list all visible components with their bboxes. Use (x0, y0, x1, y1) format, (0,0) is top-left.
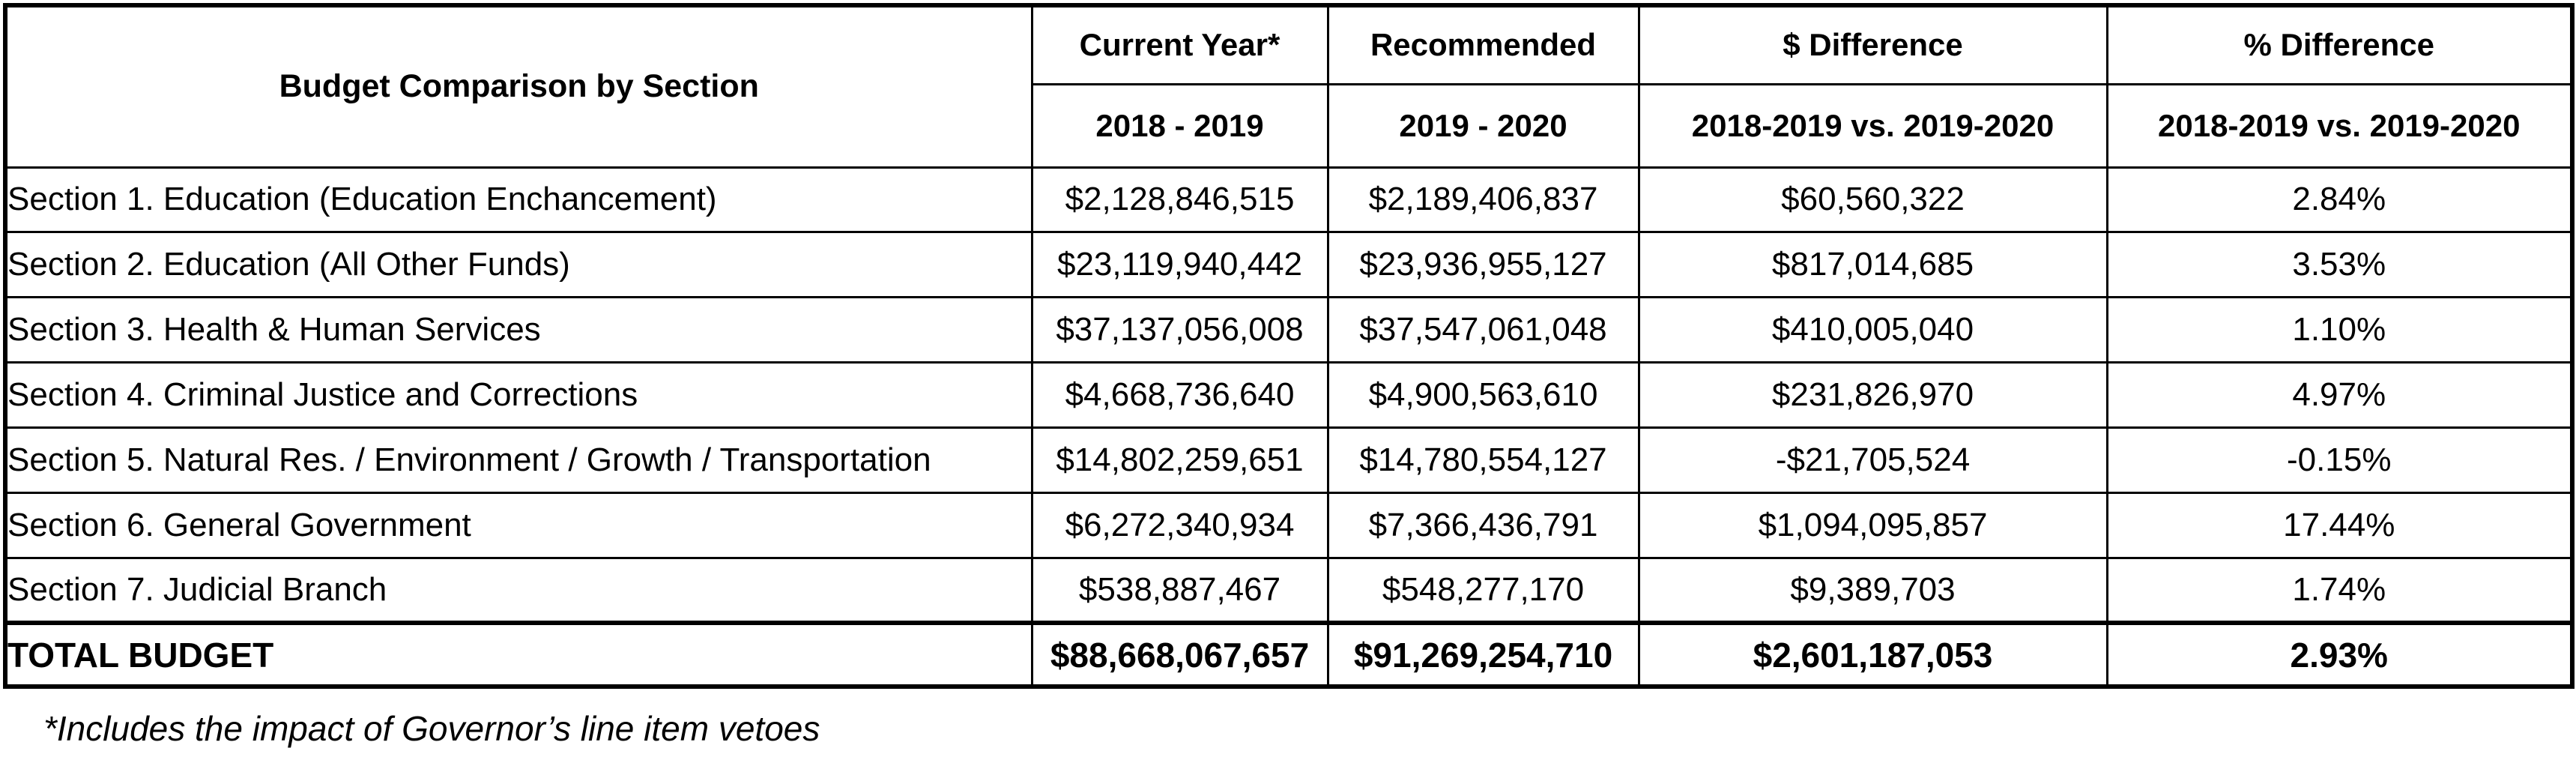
dollar-difference-value: -$21,705,524 (1639, 428, 2107, 493)
footnote: *Includes the impact of Governor’s line item vetoes (43, 709, 820, 748)
table-title: Budget Comparison by Section (5, 5, 1032, 167)
col-subheader-dollar-difference: 2018-2019 vs. 2019-2020 (1639, 84, 2107, 167)
percent-difference-value: 2.84% (2107, 167, 2572, 232)
table-row (5, 232, 2572, 298)
recommended-value: $7,366,436,791 (1328, 492, 1639, 558)
section-label: Section 4. Criminal Justice and Corrections (5, 363, 1032, 428)
current-year-value: $2,128,846,515 (1032, 167, 1328, 232)
table-row (5, 558, 2572, 623)
col-subheader-current-year: 2018 - 2019 (1032, 84, 1328, 167)
header-row-top (5, 5, 2572, 84)
col-header-recommended: Recommended (1328, 5, 1639, 84)
percent-difference-value: 4.97% (2107, 363, 2572, 428)
dollar-difference-value: $231,826,970 (1639, 363, 2107, 428)
percent-difference-value: 1.10% (2107, 298, 2572, 363)
total-percent-difference-value: 2.93% (2107, 623, 2572, 687)
current-year-value: $4,668,736,640 (1032, 363, 1328, 428)
recommended-value: $4,900,563,610 (1328, 363, 1639, 428)
dollar-difference-value: $410,005,040 (1639, 298, 2107, 363)
recommended-value: $37,547,061,048 (1328, 298, 1639, 363)
col-subheader-recommended: 2019 - 2020 (1328, 84, 1639, 167)
table-row (5, 428, 2572, 493)
section-label: Section 3. Health & Human Services (5, 298, 1032, 363)
current-year-value: $23,119,940,442 (1032, 232, 1328, 298)
budget-comparison-table (3, 3, 2575, 689)
dollar-difference-value: $1,094,095,857 (1639, 492, 2107, 558)
table-row (5, 167, 2572, 232)
percent-difference-value: 1.74% (2107, 558, 2572, 623)
total-recommended-value: $91,269,254,710 (1328, 623, 1639, 687)
table-row (5, 298, 2572, 363)
recommended-value: $548,277,170 (1328, 558, 1639, 623)
recommended-value: $2,189,406,837 (1328, 167, 1639, 232)
recommended-value: $23,936,955,127 (1328, 232, 1639, 298)
table-row (5, 492, 2572, 558)
percent-difference-value: -0.15% (2107, 428, 2572, 493)
total-row (5, 623, 2572, 687)
percent-difference-value: 17.44% (2107, 492, 2572, 558)
recommended-value: $14,780,554,127 (1328, 428, 1639, 493)
section-label: Section 1. Education (Education Enchancement) (5, 167, 1032, 232)
current-year-value: $37,137,056,008 (1032, 298, 1328, 363)
dollar-difference-value: $9,389,703 (1639, 558, 2107, 623)
section-label: Section 2. Education (All Other Funds) (5, 232, 1032, 298)
section-label: Section 7. Judicial Branch (5, 558, 1032, 623)
current-year-value: $14,802,259,651 (1032, 428, 1328, 493)
dollar-difference-value: $817,014,685 (1639, 232, 2107, 298)
current-year-value: $538,887,467 (1032, 558, 1328, 623)
total-dollar-difference-value: $2,601,187,053 (1639, 623, 2107, 687)
section-label: Section 5. Natural Res. / Environment / Growth / Transportation (5, 428, 1032, 493)
section-label: Section 6. General Government (5, 492, 1032, 558)
col-header-current-year: Current Year* (1032, 5, 1328, 84)
total-current-year-value: $88,668,067,657 (1032, 623, 1328, 687)
total-label: TOTAL BUDGET (5, 623, 1032, 687)
percent-difference-value: 3.53% (2107, 232, 2572, 298)
col-header-percent-difference: % Difference (2107, 5, 2572, 84)
current-year-value: $6,272,340,934 (1032, 492, 1328, 558)
col-header-dollar-difference: $ Difference (1639, 5, 2107, 84)
table-row (5, 363, 2572, 428)
dollar-difference-value: $60,560,322 (1639, 167, 2107, 232)
col-subheader-percent-difference: 2018-2019 vs. 2019-2020 (2107, 84, 2572, 167)
